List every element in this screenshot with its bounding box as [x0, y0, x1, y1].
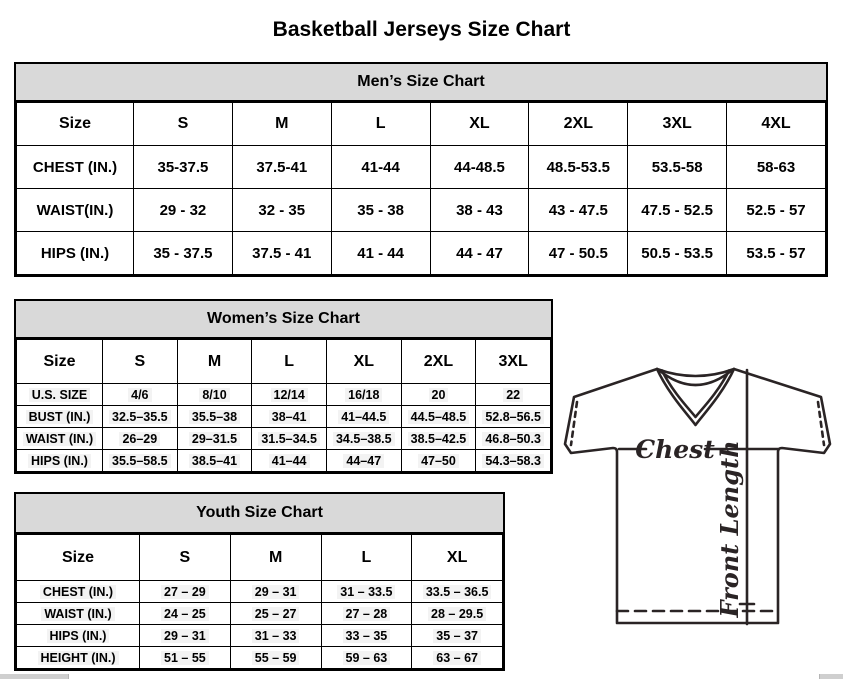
row-label: WAIST (IN.)	[17, 428, 103, 450]
size-value-cell: 24 – 25	[140, 603, 231, 625]
size-corner-header: Size	[17, 535, 140, 581]
table-row	[17, 647, 503, 669]
column-header: S	[103, 340, 178, 384]
row-label: HIPS (IN.)	[17, 450, 103, 472]
column-header: 2XL	[401, 340, 476, 384]
column-header: XL	[412, 535, 503, 581]
collar-back-line	[657, 369, 734, 376]
front-length-label: Front Length	[715, 440, 744, 618]
table-row	[17, 450, 551, 472]
size-value-cell: 26–29	[103, 428, 178, 450]
table-row	[17, 625, 503, 647]
horizontal-scrollbar-fragment-right[interactable]	[819, 674, 843, 679]
size-value-cell: 44–47	[326, 450, 401, 472]
table-row	[17, 232, 826, 275]
table-row	[17, 189, 826, 232]
size-value-cell: 29 – 31	[140, 625, 231, 647]
size-value-cell: 38.5–41	[177, 450, 252, 472]
size-value-cell: 54.3–58.3	[476, 450, 551, 472]
size-value-cell: 51 – 55	[140, 647, 231, 669]
size-value-cell: 38.5–42.5	[401, 428, 476, 450]
size-value-cell: 29 - 32	[134, 189, 233, 232]
size-value-cell: 44.5–48.5	[401, 406, 476, 428]
size-header-row	[17, 535, 503, 581]
size-value-cell: 4/6	[103, 384, 178, 406]
column-header: L	[331, 103, 430, 146]
size-value-cell: 27 – 29	[140, 581, 231, 603]
table-row	[17, 603, 503, 625]
column-header: M	[230, 535, 321, 581]
size-header-row	[17, 340, 551, 384]
size-corner-header: Size	[17, 103, 134, 146]
row-label: CHEST (IN.)	[17, 581, 140, 603]
column-header: 4XL	[727, 103, 826, 146]
jersey-outline	[565, 369, 830, 623]
size-value-cell: 47–50	[401, 450, 476, 472]
table-row	[17, 146, 826, 189]
column-header: 2XL	[529, 103, 628, 146]
size-value-cell: 41-44	[331, 146, 430, 189]
column-header: M	[232, 103, 331, 146]
size-value-cell: 46.8–50.3	[476, 428, 551, 450]
column-header: XL	[326, 340, 401, 384]
size-value-cell: 35 – 37	[412, 625, 503, 647]
column-header: L	[252, 340, 327, 384]
size-value-cell: 27 – 28	[321, 603, 412, 625]
size-value-cell: 38 - 43	[430, 189, 529, 232]
mens-size-chart	[14, 62, 828, 277]
size-value-cell: 35.5–58.5	[103, 450, 178, 472]
row-label: BUST (IN.)	[17, 406, 103, 428]
size-value-cell: 63 – 67	[412, 647, 503, 669]
size-value-cell: 53.5 - 57	[727, 232, 826, 275]
size-value-cell: 29–31.5	[177, 428, 252, 450]
column-header: 3XL	[476, 340, 551, 384]
size-corner-header: Size	[17, 340, 103, 384]
size-value-cell: 41 - 44	[331, 232, 430, 275]
size-value-cell: 58-63	[727, 146, 826, 189]
mens-table	[16, 102, 826, 275]
size-value-cell: 22	[476, 384, 551, 406]
size-value-cell: 35.5–38	[177, 406, 252, 428]
size-value-cell: 8/10	[177, 384, 252, 406]
size-value-cell: 32 - 35	[232, 189, 331, 232]
size-value-cell: 59 – 63	[321, 647, 412, 669]
horizontal-scrollbar-fragment-left[interactable]	[0, 674, 69, 679]
youth-table	[16, 534, 503, 669]
size-value-cell: 33.5 – 36.5	[412, 581, 503, 603]
size-value-cell: 41–44.5	[326, 406, 401, 428]
size-value-cell: 31.5–34.5	[252, 428, 327, 450]
size-value-cell: 35-37.5	[134, 146, 233, 189]
size-value-cell: 44-48.5	[430, 146, 529, 189]
size-value-cell: 50.5 - 53.5	[628, 232, 727, 275]
row-label: WAIST (IN.)	[17, 603, 140, 625]
row-label: HIPS (IN.)	[17, 232, 134, 275]
column-header: S	[134, 103, 233, 146]
size-value-cell: 12/14	[252, 384, 327, 406]
size-value-cell: 35 - 38	[331, 189, 430, 232]
size-value-cell: 37.5-41	[232, 146, 331, 189]
column-header: XL	[430, 103, 529, 146]
size-value-cell: 20	[401, 384, 476, 406]
size-value-cell: 25 – 27	[230, 603, 321, 625]
table-row	[17, 428, 551, 450]
table-row	[17, 581, 503, 603]
size-value-cell: 34.5–38.5	[326, 428, 401, 450]
row-label: WAIST(IN.)	[17, 189, 134, 232]
size-value-cell: 53.5-58	[628, 146, 727, 189]
row-label: CHEST (IN.)	[17, 146, 134, 189]
size-value-cell: 33 – 35	[321, 625, 412, 647]
size-value-cell: 38–41	[252, 406, 327, 428]
column-header: L	[321, 535, 412, 581]
size-value-cell: 35 - 37.5	[134, 232, 233, 275]
womens-size-chart	[14, 299, 553, 474]
size-value-cell: 31 – 33.5	[321, 581, 412, 603]
chest-label: Chest	[635, 435, 715, 464]
size-value-cell: 32.5–35.5	[103, 406, 178, 428]
size-value-cell: 47 - 50.5	[529, 232, 628, 275]
column-header: M	[177, 340, 252, 384]
table-row	[17, 384, 551, 406]
column-header: 3XL	[628, 103, 727, 146]
size-value-cell: 41–44	[252, 450, 327, 472]
row-label: HEIGHT (IN.)	[17, 647, 140, 669]
size-value-cell: 44 - 47	[430, 232, 529, 275]
jersey-measurement-diagram	[551, 357, 843, 675]
table-row	[17, 406, 551, 428]
size-value-cell: 31 – 33	[230, 625, 321, 647]
womens-table	[16, 339, 551, 472]
womens-chart-title: Women’s Size Chart	[16, 301, 551, 339]
size-value-cell: 28 – 29.5	[412, 603, 503, 625]
size-value-cell: 55 – 59	[230, 647, 321, 669]
size-value-cell: 29 – 31	[230, 581, 321, 603]
size-value-cell: 48.5-53.5	[529, 146, 628, 189]
youth-size-chart	[14, 492, 505, 671]
size-header-row	[17, 103, 826, 146]
column-header: S	[140, 535, 231, 581]
size-value-cell: 16/18	[326, 384, 401, 406]
page-title: Basketball Jerseys Size Chart	[272, 18, 571, 42]
size-value-cell: 43 - 47.5	[529, 189, 628, 232]
mens-chart-title: Men’s Size Chart	[16, 64, 826, 102]
size-value-cell: 47.5 - 52.5	[628, 189, 727, 232]
size-value-cell: 37.5 - 41	[232, 232, 331, 275]
row-label: HIPS (IN.)	[17, 625, 140, 647]
youth-chart-title: Youth Size Chart	[16, 494, 503, 534]
row-label: U.S. SIZE	[17, 384, 103, 406]
size-value-cell: 52.8–56.5	[476, 406, 551, 428]
size-value-cell: 52.5 - 57	[727, 189, 826, 232]
